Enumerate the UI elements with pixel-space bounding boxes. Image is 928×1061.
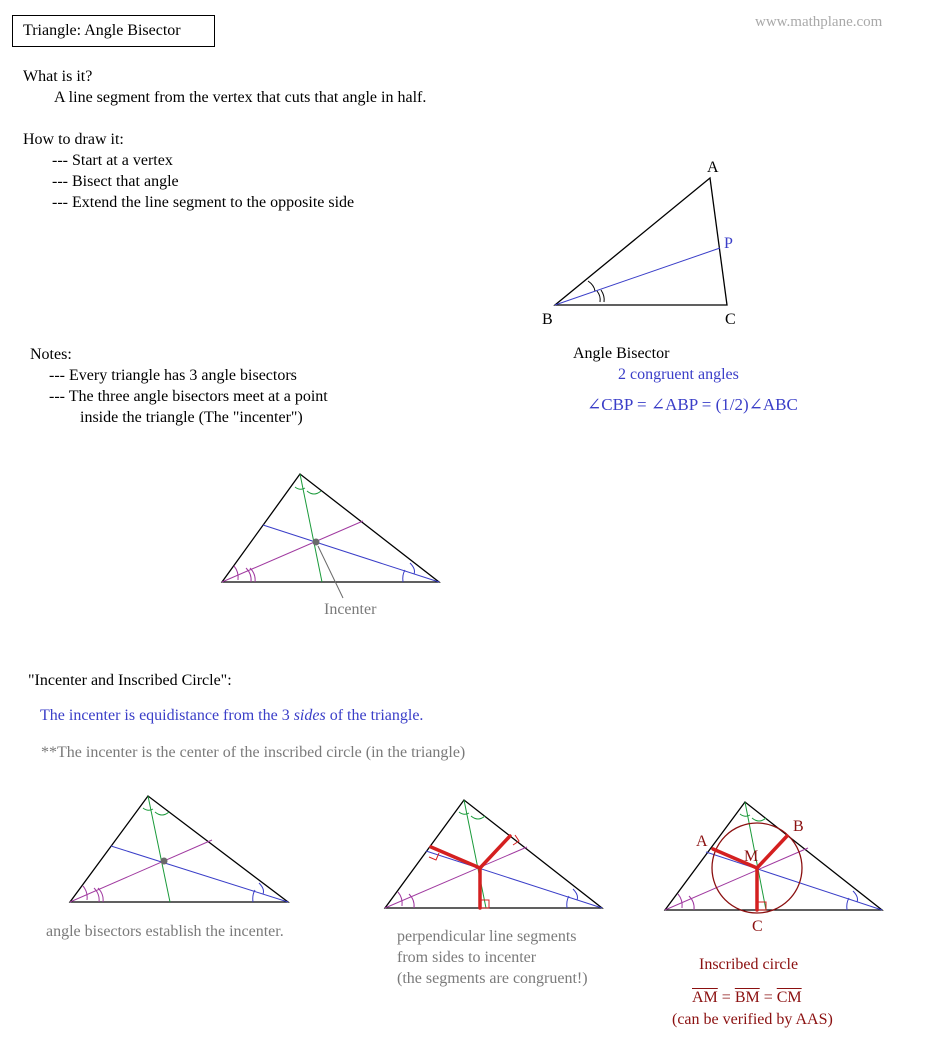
fig5-note: (can be verified by AAS) <box>672 1011 833 1028</box>
fig5-label-a: A <box>696 833 708 850</box>
notes-item: --- Every triangle has 3 angle bisectors <box>49 367 297 384</box>
fig1-label-p: P <box>724 235 733 252</box>
watermark: www.mathplane.com <box>755 14 883 30</box>
figure2-triangle <box>222 474 439 618</box>
how-step: --- Start at a vertex <box>52 152 173 169</box>
fig1-label-a: A <box>707 159 719 176</box>
figure4-triangle <box>385 800 602 908</box>
section2-heading: "Incenter and Inscribed Circle": <box>28 672 232 689</box>
fig1-equation: ∠CBP = ∠ABP = (1/2)∠ABC <box>587 395 798 414</box>
notes-heading: Notes: <box>30 346 72 363</box>
fig2-label: Incenter <box>324 601 377 618</box>
what-text: A line segment from the vertex that cuts that angle in half. <box>54 89 427 106</box>
fig4-caption: perpendicular line segments <box>397 928 577 945</box>
how-step: --- Bisect that angle <box>52 173 179 190</box>
how-heading: How to draw it: <box>23 131 124 148</box>
fig4-caption: from sides to incenter <box>397 949 537 966</box>
fig5-equation: $\overline{AM} = \overline{BM} = \overline{CM}$ <box>692 989 802 1006</box>
page-title: Triangle: Angle Bisector <box>12 15 215 47</box>
fig2-incenter-dot <box>313 539 320 546</box>
fig5-label-m: M <box>744 848 759 865</box>
fig5-label-b: B <box>793 818 804 835</box>
notes-item: inside the triangle (The "incenter") <box>80 409 303 426</box>
fig3-caption: angle bisectors establish the incenter. <box>46 923 284 940</box>
how-step: --- Extend the line segment to the opposite side <box>52 194 355 211</box>
fig5-title: Inscribed circle <box>699 956 799 973</box>
fig1-label-c: C <box>725 311 736 328</box>
figure5-triangle <box>665 802 882 935</box>
figure3-triangle <box>70 796 288 902</box>
section2-line1: The incenter is equidistance from the 3 sides of the triangle. <box>40 707 424 724</box>
fig5-label-c: C <box>752 918 763 935</box>
section2-line2: **The incenter is the center of the inscribed circle (in the triangle) <box>41 744 466 761</box>
figure1-triangle <box>542 159 736 328</box>
fig4-caption: (the segments are congruent!) <box>397 970 588 987</box>
fig1-caption: Angle Bisector <box>573 345 670 362</box>
fig1-label-b: B <box>542 311 553 328</box>
fig1-congruent: 2 congruent angles <box>618 366 739 383</box>
notes-item: --- The three angle bisectors meet at a point <box>49 388 328 405</box>
what-heading: What is it? <box>23 68 93 85</box>
